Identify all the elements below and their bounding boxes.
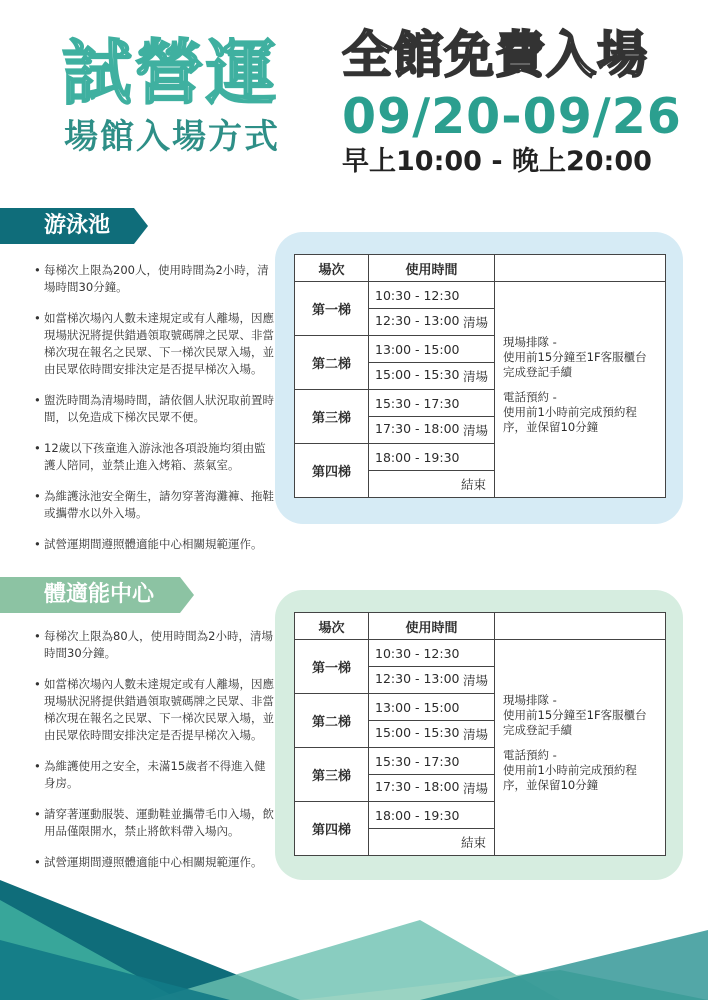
- table-row: [295, 282, 666, 309]
- time-slot-clean: [369, 417, 495, 444]
- time-slot: 18:00 - 19:30: [369, 802, 495, 829]
- note-onsite-body: 使用前15分鐘至1F客服櫃台完成登記手續: [503, 349, 647, 379]
- note-phone-body: 使用前1小時前完成預約程序，並保留10分鐘: [503, 762, 637, 792]
- rule-item: • 每梯次上限為200人，使用時間為2小時，清場時間30分鐘。: [40, 262, 276, 296]
- rule-item: • 請穿著運動服裝、運動鞋並攜帶毛巾入場，飲用品僅限開水，禁止將飲料帶入場內。: [40, 806, 276, 840]
- time-slot-clean: [369, 309, 495, 336]
- fitness-rules: [40, 628, 276, 885]
- title-trial-operation: 試營運: [62, 32, 278, 114]
- time-slot-clean: [369, 721, 495, 748]
- time-value: 12:30 - 13:00: [375, 671, 460, 686]
- end-label: 結束: [369, 829, 495, 856]
- round-label: 第二梯: [295, 336, 369, 390]
- note-phone-body: 使用前1小時前完成預約程序，並保留10分鐘: [503, 404, 637, 434]
- time-slot-clean: [369, 667, 495, 694]
- header-round: 場次: [295, 613, 369, 640]
- round-label: 第二梯: [295, 694, 369, 748]
- header-time: 使用時間: [369, 613, 495, 640]
- section-header-fitness: [0, 577, 180, 613]
- clean-label: 清場: [462, 781, 488, 796]
- tab-arrow-decoration: [134, 208, 148, 244]
- time-slot-clean: [369, 363, 495, 390]
- note-phone-title: 電話預約 -: [503, 747, 557, 762]
- time-value: 17:30 - 18:00: [375, 779, 460, 794]
- note-onsite-body: 使用前15分鐘至1F客服櫃台完成登記手續: [503, 707, 647, 737]
- fitness-schedule-table: [294, 612, 666, 856]
- table-row: [295, 640, 666, 667]
- note-onsite-title: 現場排隊 -: [503, 334, 557, 349]
- round-label: 第一梯: [295, 640, 369, 694]
- section-title-fitness: 體適能中心: [44, 582, 155, 607]
- header-round: 場次: [295, 255, 369, 282]
- rule-item: • 盥洗時間為清場時間，請依個人狀況取前置時間，以免造成下梯次民眾不便。: [40, 392, 276, 426]
- rule-item: • 試營運期間遵照體適能中心相關規範運作。: [40, 854, 276, 871]
- clean-label: 清場: [462, 423, 488, 438]
- section-header-pool: [0, 208, 134, 244]
- note-onsite-title: 現場排隊 -: [503, 692, 557, 707]
- round-label: 第四梯: [295, 802, 369, 856]
- rule-item: • 為維護泳池安全衛生，請勿穿著海灘褲、拖鞋或攜帶水以外入場。: [40, 488, 276, 522]
- pool-schedule-table: [294, 254, 666, 498]
- time-slot: 13:00 - 15:00: [369, 336, 495, 363]
- rule-item: • 如當梯次場內人數未達規定或有人離場，因應現場狀況將提供錯過領取號碼牌之民眾、非當梯次現在報名之民眾、下一梯次民眾入場，並由民眾依時間安排決定是否提早梯次入場。: [40, 676, 276, 744]
- round-label: 第四梯: [295, 444, 369, 498]
- clean-label: 清場: [462, 315, 488, 330]
- rule-item: • 如當梯次場內人數未達規定或有人離場，因應現場狀況將提供錯過領取號碼牌之民眾、非當梯次現在報名之民眾、下一梯次民眾入場，並由民眾依時間安排決定是否提早梯次入場。: [40, 310, 276, 378]
- time-value: 17:30 - 18:00: [375, 421, 460, 436]
- time-slot: 15:30 - 17:30: [369, 748, 495, 775]
- round-label: 第一梯: [295, 282, 369, 336]
- rule-item: • 為維護使用之安全，未滿15歲者不得進入健身房。: [40, 758, 276, 792]
- note-phone-title: 電話預約 -: [503, 389, 557, 404]
- free-entry-heading: 全館免費入場: [342, 26, 648, 84]
- time-slot: 18:00 - 19:30: [369, 444, 495, 471]
- rule-item: • 每梯次上限為80人，使用時間為2小時，清場時間30分鐘。: [40, 628, 276, 662]
- subtitle-entry-method: 場館入場方式: [64, 117, 280, 157]
- time-value: 15:00 - 15:30: [375, 367, 460, 382]
- round-label: 第三梯: [295, 748, 369, 802]
- end-label: 結束: [369, 471, 495, 498]
- table-header-row: [295, 613, 666, 640]
- reservation-notes: [495, 640, 666, 856]
- table-header-row: [295, 255, 666, 282]
- time-slot: 10:30 - 12:30: [369, 282, 495, 309]
- time-slot: 13:00 - 15:00: [369, 694, 495, 721]
- section-title-pool: 游泳池: [44, 213, 111, 238]
- clean-label: 清場: [462, 673, 488, 688]
- rule-item: • 試營運期間遵照體適能中心相關規範運作。: [40, 536, 276, 553]
- fitness-schedule-panel: [275, 590, 683, 880]
- rule-item: • 12歲以下孩童進入游泳池各項設施均須由監護人陪同，並禁止進入烤箱、蒸氣室。: [40, 440, 276, 474]
- time-value: 15:00 - 15:30: [375, 725, 460, 740]
- reservation-notes: [495, 282, 666, 498]
- clean-label: 清場: [462, 369, 488, 384]
- header-time: 使用時間: [369, 255, 495, 282]
- pool-rules: [40, 262, 276, 567]
- time-slot: 15:30 - 17:30: [369, 390, 495, 417]
- tab-arrow-decoration: [180, 577, 194, 613]
- round-label: 第三梯: [295, 390, 369, 444]
- header-note: [495, 613, 666, 640]
- clean-label: 清場: [462, 727, 488, 742]
- time-slot-clean: [369, 775, 495, 802]
- time-value: 12:30 - 13:00: [375, 313, 460, 328]
- bottom-decoration: [0, 860, 708, 1000]
- header-note: [495, 255, 666, 282]
- opening-hours: 早上10:00 - 晚上20:00: [342, 146, 652, 177]
- pool-schedule-panel: [275, 232, 683, 524]
- date-range: 09/20-09/26: [342, 88, 682, 145]
- time-slot: 10:30 - 12:30: [369, 640, 495, 667]
